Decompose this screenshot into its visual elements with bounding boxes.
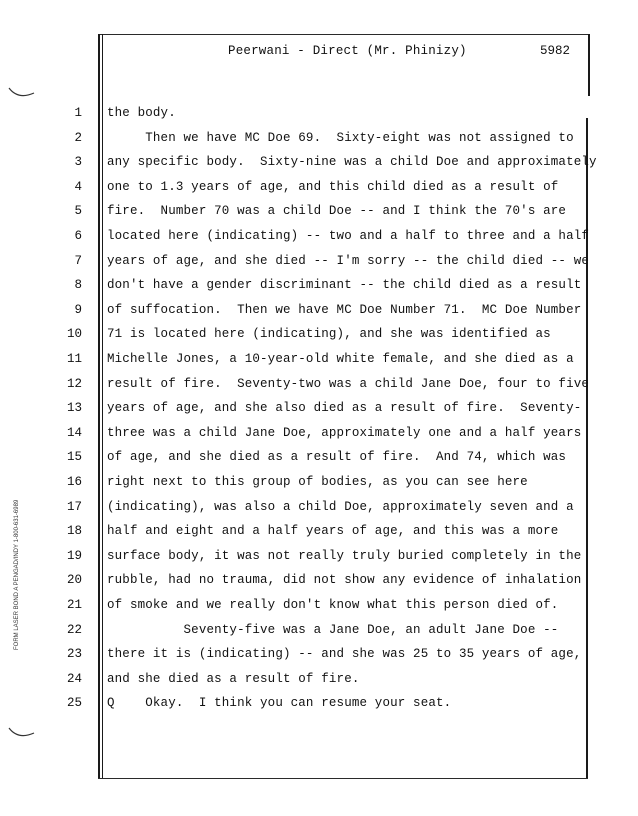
line-number: 13 bbox=[66, 401, 82, 416]
line-text: of smoke and we really don't know what this person died of. bbox=[107, 598, 559, 612]
line-text: Then we have MC Doe 69. Sixty-eight was not assigned to bbox=[107, 130, 574, 145]
line-number: 3 bbox=[74, 155, 82, 170]
margin-form-label: FORM LASER BOND A PENGAD/INDY 1-800-631-6989 bbox=[14, 499, 20, 650]
line-number: 16 bbox=[66, 475, 82, 489]
frame-right-rule bbox=[586, 118, 588, 778]
line-text: Michelle Jones, a 10-year-old white female, and she died as a bbox=[107, 352, 574, 366]
page-number: 5982 bbox=[540, 44, 571, 58]
line-text: 71 is located here (indicating), and she was identified as bbox=[107, 327, 551, 342]
line-text: of suffocation. Then we have MC Doe Number 71. MC Doe Number bbox=[107, 302, 582, 317]
line-number: 24 bbox=[66, 671, 82, 686]
line-number: 7 bbox=[74, 253, 82, 268]
line-number: 19 bbox=[66, 548, 82, 563]
line-number: 8 bbox=[74, 278, 82, 293]
line-text: half and eight and a half years of age, and this was a more bbox=[107, 524, 559, 539]
line-text: right next to this group of bodies, as you can see here bbox=[107, 475, 528, 489]
line-number: 11 bbox=[66, 352, 82, 366]
line-text: any specific body. Sixty-nine was a child Doe and approximately bbox=[107, 155, 597, 170]
line-number: 10 bbox=[66, 327, 82, 342]
line-number: 5 bbox=[74, 204, 82, 219]
line-number: 15 bbox=[66, 450, 82, 465]
line-number: 4 bbox=[74, 179, 82, 194]
line-text: surface body, it was not really truly buried completely in the bbox=[107, 548, 582, 563]
line-number: 14 bbox=[66, 425, 82, 440]
frame-left-rule bbox=[98, 34, 100, 778]
line-text: fire. Number 70 was a child Doe -- and I think the 70's are bbox=[107, 204, 567, 219]
line-number: 23 bbox=[66, 647, 82, 662]
frame-right-rule-top bbox=[588, 34, 590, 96]
line-text: years of age, and she died -- I'm sorry -- the child died -- we bbox=[107, 253, 590, 268]
frame-top-rule bbox=[98, 34, 588, 35]
line-text: there it is (indicating) -- and she was 25 to 35 years of age, bbox=[107, 647, 582, 662]
line-text: don't have a gender discriminant -- the child died as a result bbox=[107, 278, 582, 293]
line-number: 2 bbox=[74, 130, 82, 145]
line-number: 22 bbox=[66, 622, 82, 637]
line-text: result of fire. Seventy-two was a child Jane Doe, four to five bbox=[107, 376, 590, 391]
line-number: 17 bbox=[66, 499, 82, 514]
line-number: 20 bbox=[66, 573, 82, 588]
line-text: three was a child Jane Doe, approximately one and a half years bbox=[107, 425, 582, 440]
line-text: years of age, and she also died as a result of fire. Seventy- bbox=[107, 401, 582, 416]
line-number: 6 bbox=[74, 229, 82, 243]
punch-mark-bottom bbox=[8, 724, 36, 742]
line-number: 25 bbox=[66, 696, 82, 711]
line-number: 21 bbox=[66, 598, 82, 612]
line-text: of age, and she died as a result of fire. And 74, which was bbox=[107, 450, 567, 465]
line-text: Seventy-five was a Jane Doe, an adult Jane Doe -- bbox=[107, 622, 559, 637]
line-text: (indicating), was also a child Doe, approximately seven and a bbox=[107, 499, 574, 514]
line-number: 12 bbox=[66, 376, 82, 391]
punch-mark-top bbox=[8, 84, 36, 102]
page-header-title: Peerwani - Direct (Mr. Phinizy) bbox=[228, 44, 467, 58]
line-number: 1 bbox=[74, 106, 82, 120]
line-text: rubble, had no trauma, did not show any evidence of inhalation bbox=[107, 573, 582, 588]
line-text: located here (indicating) -- two and a half to three and a half bbox=[107, 229, 590, 243]
line-number: 18 bbox=[66, 524, 82, 539]
line-number: 9 bbox=[74, 302, 82, 317]
frame-bottom-rule bbox=[98, 778, 588, 779]
frame-inner-rule bbox=[102, 34, 103, 778]
line-text: one to 1.3 years of age, and this child died as a result of bbox=[107, 179, 559, 194]
line-text: the body. bbox=[107, 106, 176, 120]
line-text: and she died as a result of fire. bbox=[107, 671, 360, 686]
line-text: Q Okay. I think you can resume your seat. bbox=[107, 696, 452, 711]
